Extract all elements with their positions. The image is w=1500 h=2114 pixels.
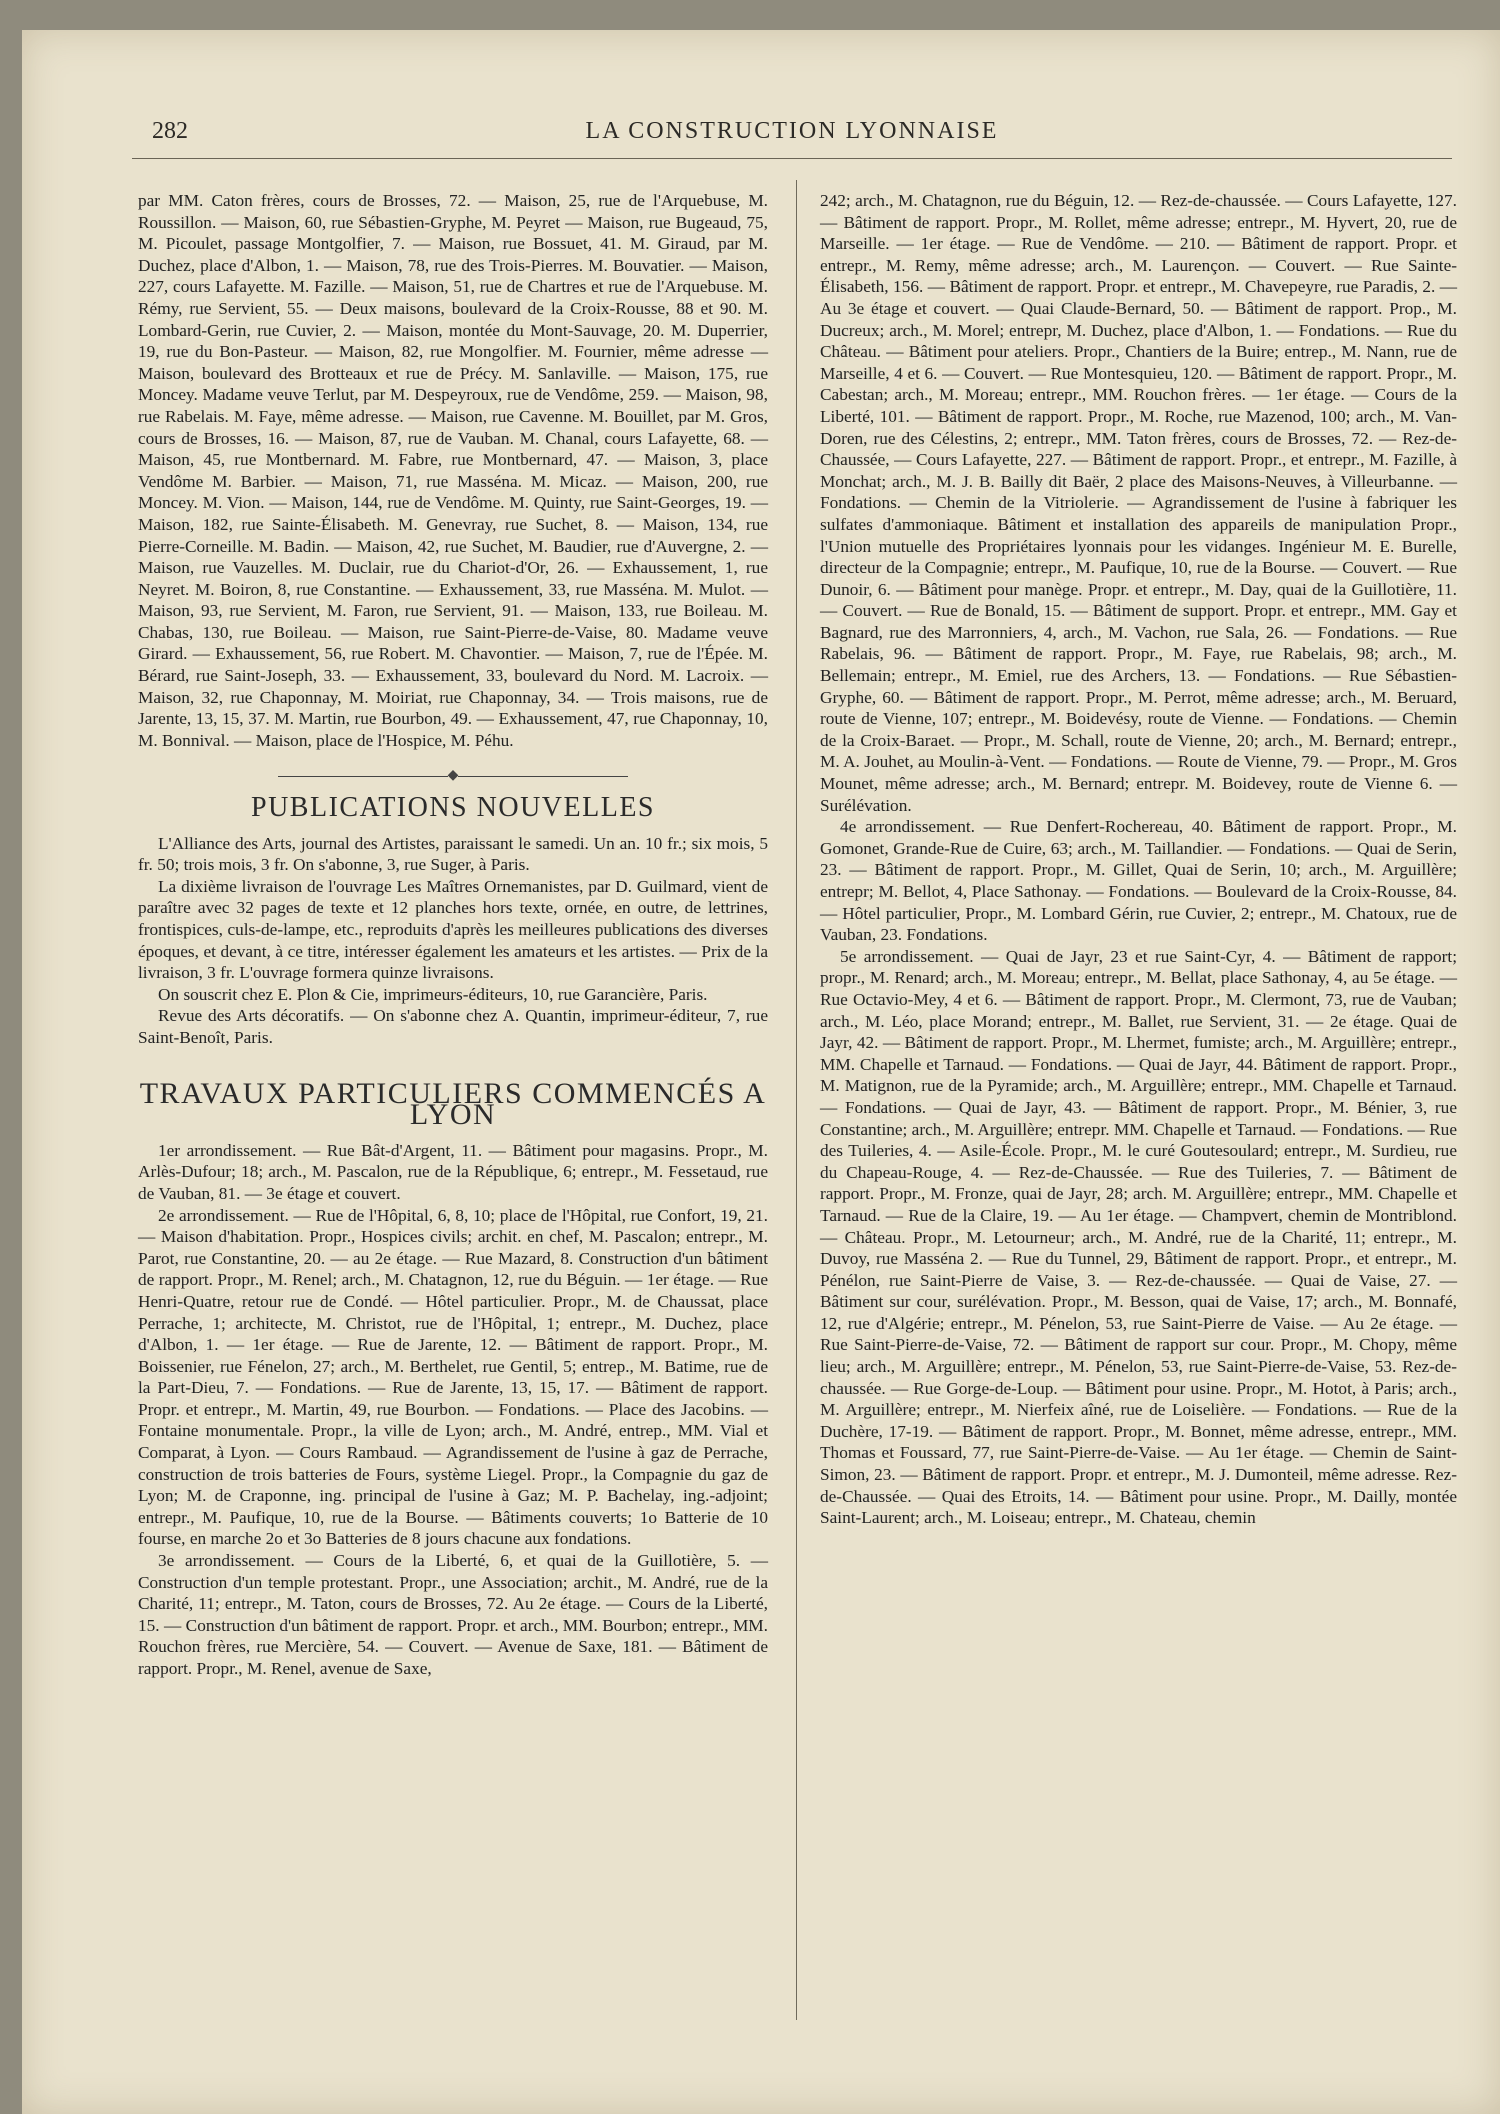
arrondissement-3-paragraph: 3e arrondissement. — Cours de la Liberté, 6, et quai de la Guillotière, 5. — Construction d'un temple protestant. Propr., une Association; archit., M. André, rue de la Charité, 11; entrepr., M. Taton, cours de Brosses, 72. Au 2e étage. — Cours de la Liberté, 15. — Construction d'un bâtiment de rapport. Propr. et arch., MM. Bourbon; entrepr., MM. Rouchon frères, rue Mercière, 54. — Couvert. — Avenue de Saxe, 181. — Bâtiment de rapport. Propr., M. Renel, avenue de Saxe, bbox=[138, 1551, 768, 1678]
publication-item: Revue des Arts décoratifs. — On s'abonne chez A. Quantin, imprimeur-éditeur, 7, rue Saint-Benoît, Paris. bbox=[138, 1006, 768, 1047]
left-column bbox=[138, 190, 768, 1680]
arrondissement-5-paragraph: 5e arrondissement. — Quai de Jayr, 23 et rue Saint-Cyr, 4. — Bâtiment de rapport; propr., M. Renard; arch., M. Moreau; entrepr., M. Bellat, place Sathonay, 4, au 5e étage. — Rue Octavio-Mey, 4 et 6. — Bâtiment de rapport. Propr., M. Clermont, 73, rue de Vauban; arch., M. Léo, place Morand; entrepr., M. Ballet, rue Servient, 31. — 2e étage. Quai de Jayr, 42. — Bâtiment de rapport. Propr., M. Lhermet, fumiste; arch., M. Arguillère; entrepr., MM. Chapelle et Tarnaud. — Fondations. — Quai de Jayr, 44. Bâtiment de rapport. Propr., M. Matignon, rue de la Pyramide; arch., M. Arguillère; entrepr., MM. Chapelle et Tarnaud. — Fondations. — Quai de Jayr, 43. — Bâtiment de rapport. Propr., M. Bénier, 3, rue Constantine; arch., M. Arguillère; entrepr. MM. Chapelle et Tarnaud. — Fondations. — Rue des Tuileries, 4. — Asile-École. Propr., M. le curé Goutesoulard; entrepr., M. Surdieu, rue du Chapeau-Rouge, 4. — Rez-de-Chaussée. — Rue des Tuileries, 7. — Bâtiment de rapport. Propr., M. Fronze, quai de Jayr, 28; arch. M. Arguillère; entrepr., MM. Chapelle et Tarnaud. — Rue de la Claire, 19. — Au 1er étage. — Champvert, chemin de Montriblond. — Château. Propr., M. Letourneur; arch., M. André, rue de la Charité, 11; entrepr., M. Duvoy, rue Masséna 2. — Rue du Tunnel, 29, Bâtiment de rapport. Propr., et entrepr., M. Pénélon, rue Saint-Pierre de Vaise, 3. — Rez-de-chaussée. — Quai de Vaise, 27. — Bâtiment sur cour, surélévation. Propr., M. Besson, quai de Vaise, 17; arch., M. Bonnafé, 12, rue d'Algérie; entrepr., M. Pénelon, 53, rue Saint-Pierre de Vaise. — Au 2e étage. — Rue Saint-Pierre-de-Vaise, 72. — Bâtiment de rapport sur cour. Propr., M. Chopy, même lieu; arch., M. Arguillère; entrepr., M. Pénelon, 53, rue Saint-Pierre-de-Vaise, 53. Rez-de-chaussée. — Rue Gorge-de-Loup. — Bâtiment pour usine. Propr., M. Hotot, à Paris; arch., M. Arguillère; entrepr., M. Nierfeix aîné, rue de Loiselière. — Fondations. — Rue de la Duchère, 17-19. — Bâtiment de rapport. Propr., M. Bonnet, même adresse, entrepr., MM. Thomas et Foussard, 77, rue Saint-Pierre-de-Vaise. — Au 1er étage. — Chemin de Saint-Simon, 23. — Bâtiment de rapport. Propr. et entrepr., M. J. Dumonteil, même adresse. Rez-de-Chaussée. — Quai des Etroits, 14. — Bâtiment pour usine. Propr., M. Dailly, montée Saint-Laurent; arch., M. Loiseau; entrepr., M. Chateau, chemin bbox=[820, 946, 1457, 1528]
page-number: 282 bbox=[152, 118, 188, 144]
publication-item: On souscrit chez E. Plon & Cie, imprimeurs-éditeurs, 10, rue Garancière, Paris. bbox=[158, 984, 708, 1004]
travaux-title: TRAVAUX PARTICULIERS COMMENCÉS A LYON bbox=[139, 1076, 767, 1132]
publication-item: L'Alliance des Arts, journal des Artistes, paraissant le samedi. Un an. 10 fr.; six mois, 5 fr. 50; trois mois, 3 fr. On s'abonne, 3, rue Suger, à Paris. bbox=[138, 833, 768, 875]
arrondissement-1-paragraph: 1er arrondissement. — Rue Bât-d'Argent, 11. — Bâtiment pour magasins. Propr., M. Arlès-Dufour; 18; arch., M. Pascalon, rue de la République, 6; entrepr., M. Fessetaud, rue de Vauban, 81. — 3e étage et couvert. bbox=[138, 1140, 768, 1203]
page-header bbox=[132, 118, 1452, 159]
right-column bbox=[820, 190, 1457, 1529]
ornament-divider: ◆ bbox=[138, 765, 768, 787]
arrondissement-2-paragraph: 2e arrondissement. — Rue de l'Hôpital, 6, 8, 10; place de l'Hôpital, rue Confort, 19, 21. — Maison d'habitation. Propr., Hospices civils; archit. en chef, M. Pascalon; entrepr., M. Parot, rue Constantine, 20. — au 2e étage. — Rue Mazard, 8. Construction d'un bâtiment de rapport. Propr., M. Renel; arch., M. Chatagnon, 12, rue du Béguin. — 1er étage. — Rue Henri-Quatre, retour rue de Condé. — Hôtel particulier. Propr., M. de Chaussat, place Perrache, 1; architecte, M. Christot, rue de l'Hôpital, 1; entrepr., M. Duchez, place d'Albon, 1. — 1er étage. — Rue de Jarente, 12. — Bâtiment de rapport. Propr., M. Boissenier, rue Fénelon, 27; arch., M. Berthelet, rue Gentil, 5; entrep., M. Batime, rue de la Part-Dieu, 7. — Fondations. — Rue de Jarente, 13, 15, 17. — Bâtiment de rapport. Propr. et entrepr., M. Martin, 49, rue Bourbon. — Fondations. — Place des Jacobins. — Fontaine monumentale. Propr., la ville de Lyon; arch., M. André, entrep., MM. Vial et Comparat, à Lyon. — Cours Rambaud. — Agrandissement de l'usine à gaz de Perrache, construction de trois batteries de Fours, système Liegel. Propr., la Compagnie du gaz de Lyon; M. de Craponne, ing. principal de l'usine à Gaz; M. P. Bachelay, ing.-adjoint; entrepr., M. Paufique, 10, rue de la Bourse. — Bâtiments couverts; 1o Batterie de 10 fourse, en marche 2o et 3o Batteries de 8 jours chacune aux fondations. bbox=[138, 1205, 768, 1549]
publications-title: PUBLICATIONS NOUVELLES bbox=[251, 792, 655, 824]
column-rule bbox=[796, 180, 797, 2020]
building-list-paragraph: par MM. Caton frères, cours de Brosses, 72. — Maison, 25, rue de l'Arquebuse, M. Roussillon. — Maison, 60, rue Sébastien-Gryphe, M. Peyret — Maison, rue Bugeaud, 75, M. Picoulet, passage Montgolfier, 7. — Maison, rue Bossuet, 41. M. Giraud, par M. Duchez, place d'Albon, 1. — Maison, 78, rue des Trois-Pierres. M. Bouvatier. — Maison, 227, cours Lafayette. M. Fazille. — Maison, 51, rue de Chartres et rue de l'Arquebuse. M. Rémy, rue Servient, 55. — Deux maisons, boulevard de la Croix-Rousse, 88 et 90. M. Lombard-Gerin, rue Cuvier, 2. — Maison, montée du Mont-Sauvage, 20. M. Duperrier, 19, rue du Bon-Pasteur. — Maison, 82, rue Mongolfier. M. Fournier, même adresse — Maison, boulevard des Brotteaux et rue de Précy. M. Sanlaville. — Maison, 175, rue Moncey. Madame veuve Terlut, par M. Despeyroux, rue de Vendôme, 259. — Maison, 98, rue Rabelais. M. Faye, même adresse. — Maison, rue Cavenne. M. Bouillet, par M. Gros, cours de Brosses, 16. — Maison, 87, rue de Vauban. M. Chanal, cours Lafayette, 68. — Maison, 45, rue Montbernard. M. Fabre, rue Montbernard, 47. — Maison, 3, place Vendôme M. Barbier. — Maison, 71, rue Masséna. M. Micaz. — Maison, 200, rue Moncey. M. Vion. — Maison, 144, rue de Vendôme. M. Quinty, rue Saint-Georges, 19. — Maison, 182, rue Sainte-Élisabeth. M. Genevray, rue Suchet, 8. — Maison, 134, rue Pierre-Corneille. M. Badin. — Maison, 42, rue Suchet, M. Baudier, rue d'Auvergne, 2. — Maison, rue Vauzelles. M. Duclair, rue du Chariot-d'Or, 26. — Exhaussement, 1, rue Neyret. M. Boiron, 8, rue Constantine. — Exhaussement, 33, rue Masséna. M. Mulot. — Maison, 93, rue Servient, M. Faron, rue Servient, 91. — Maison, 133, rue Boileau. M. Chabas, 130, rue Boileau. — Maison, rue Saint-Pierre-de-Vaise, 80. Madame veuve Girard. — Exhaussement, 56, rue Robert. M. Chavontier. — Maison, 7, rue de l'Épée. M. Bérard, rue Saint-Joseph, 33. — Exhaussement, 33, boulevard du Nord. M. Lacroix. — Maison, 32, rue Chaponnay, M. Moiriat, rue Chaponnay, 34. — Trois maisons, rue de Jarente, 13, 15, 37. M. Martin, rue Bourbon, 49. — Exhaussement, 47, rue Chaponnay, 10, M. Bonnival. — Maison, place de l'Hospice, M. Péhu. bbox=[138, 191, 768, 750]
running-title: LA CONSTRUCTION LYONNAISE bbox=[585, 118, 999, 144]
arrondissement-3-continuation: 242; arch., M. Chatagnon, rue du Béguin, 12. — Rez-de-chaussée. — Cours Lafayette, 127. — Bâtiment de rapport. Propr., M. Rollet, même adresse; entrepr., M. Hyvert, 20, rue de Marseille. — 1er étage. — Rue de Vendôme. — 210. — Bâtiment de rapport. Propr. et entrepr., M. Remy, même adresse; arch., M. Laurençon. — Couvert. — Rue Sainte-Élisabeth, 156. — Bâtiment de rapport. Propr. et entrepr., M. Chavepeyre, rue Paradis, 2. — Au 3e étage et couvert. — Quai Claude-Bernard, 50. — Bâtiment de rapport. Prop., M. Ducreux; arch., M. Morel; entrepr, M. Duchez, place d'Albon, 1. — Fondations. — Rue du Château. — Bâtiment pour ateliers. Propr., Chantiers de la Buire; entrep., M. Nann, rue de Marseille, 4 et 6. — Couvert. — Rue Montesquieu, 120. — Bâtiment de rapport. Propr., M. Cabestan; arch., M. Moreau; entrepr., MM. Rouchon frères. — 1er étage. — Cours de la Liberté, 101. — Bâtiment de rapport. Propr., M. Roche, rue Mazenod, 100; arch., M. Van-Doren, rue des Célestins, 2; entrepr., MM. Taton frères, cours de Brosses, 72. — Rez-de-Chaussée, — Cours Lafayette, 227. — Bâtiment de rapport. Propr., et entrepr., M. Fazille, à Monchat; arch., M. J. B. Bailly dit Baër, 2 place des Maisons-Neuves, à Villeurbanne. — Fondations. — Chemin de la Vitriolerie. — Agrandissement de l'usine à fabriquer les sulfates d'ammoniaque. Bâtiment et installation des appareils de manipulation Propr., l'Union mutuelle des Propriétaires lyonnais pour les vidanges. Ingénieur M. E. Burelle, directeur de la Compagnie; entrepr., M. Paufique, 10, rue de la Bourse. — Couvert. — Rue Dunoir, 6. — Bâtiment pour manège. Propr. et entrepr., M. Day, quai de la Guillotière, 11. — Couvert. — Rue de Bonald, 15. — Bâtiment de support. Propr. et entrepr., MM. Gay et Bagnard, rue des Marronniers, 4, arch., M. Vachon, rue Sala, 26. — Fondations. — Rue Rabelais, 96. — Bâtiment de rapport. Propr., M. Faye, rue Rabelais, 98; arch., M. Bellemain; entrepr., M. Emiel, rue des Archers, 13. — Fondations. — Rue Sébastien-Gryphe, 60. — Bâtiment de rapport. Propr., M. Perrot, même adresse; arch., M. Beruard, route de Vienne, 107; entrepr., M. Boidevésy, route de Vienne. — Fondations. — Chemin de la Croix-Baraet. — Propr., M. Schall, route de Vienne, 20; arch., M. Bernard; entrepr., M. A. Jouhet, au Moulin-à-Vent. — Fondations. — Route de Vienne, 79. — Propr., M. Gros Mounet, même adresse; arch., M. Bernard; entrepr. M. Boidevey, route de Vienne 6. — Surélévation. bbox=[820, 191, 1457, 815]
publication-item: La dixième livraison de l'ouvrage Les Maîtres Ornemanistes, par D. Guilmard, vient de paraître avec 32 pages de texte et 12 planches hors texte, ornée, en outre, de lettrines, frontispices, culs-de-lampe, etc., reproduits d'après les meilleures publications des diverses époques, et devant, à ce titre, intéresser également les amateurs et les artistes. — Prix de la livraison, 3 fr. L'ouvrage formera quinze livraisons. bbox=[138, 876, 768, 983]
arrondissement-4-paragraph: 4e arrondissement. — Rue Denfert-Rochereau, 40. Bâtiment de rapport. Propr., M. Gomonet, Grande-Rue de Cuire, 63; arch., M. Taillandier. — Fondations. — Quai de Serin, 23. — Bâtiment de rapport. Propr., M. Gillet, Quai de Serin, 10; arch., M. Arguillère; entrepr; M. Bellot, 4, Place Sathonay. — Fondations. — Boulevard de la Croix-Rousse, 84. — Hôtel particulier, Propr., M. Lombard Gérin, rue Cuvier, 2; entrepr., M. Chatoux, rue de Vauban, 23. Fondations. bbox=[820, 817, 1457, 945]
